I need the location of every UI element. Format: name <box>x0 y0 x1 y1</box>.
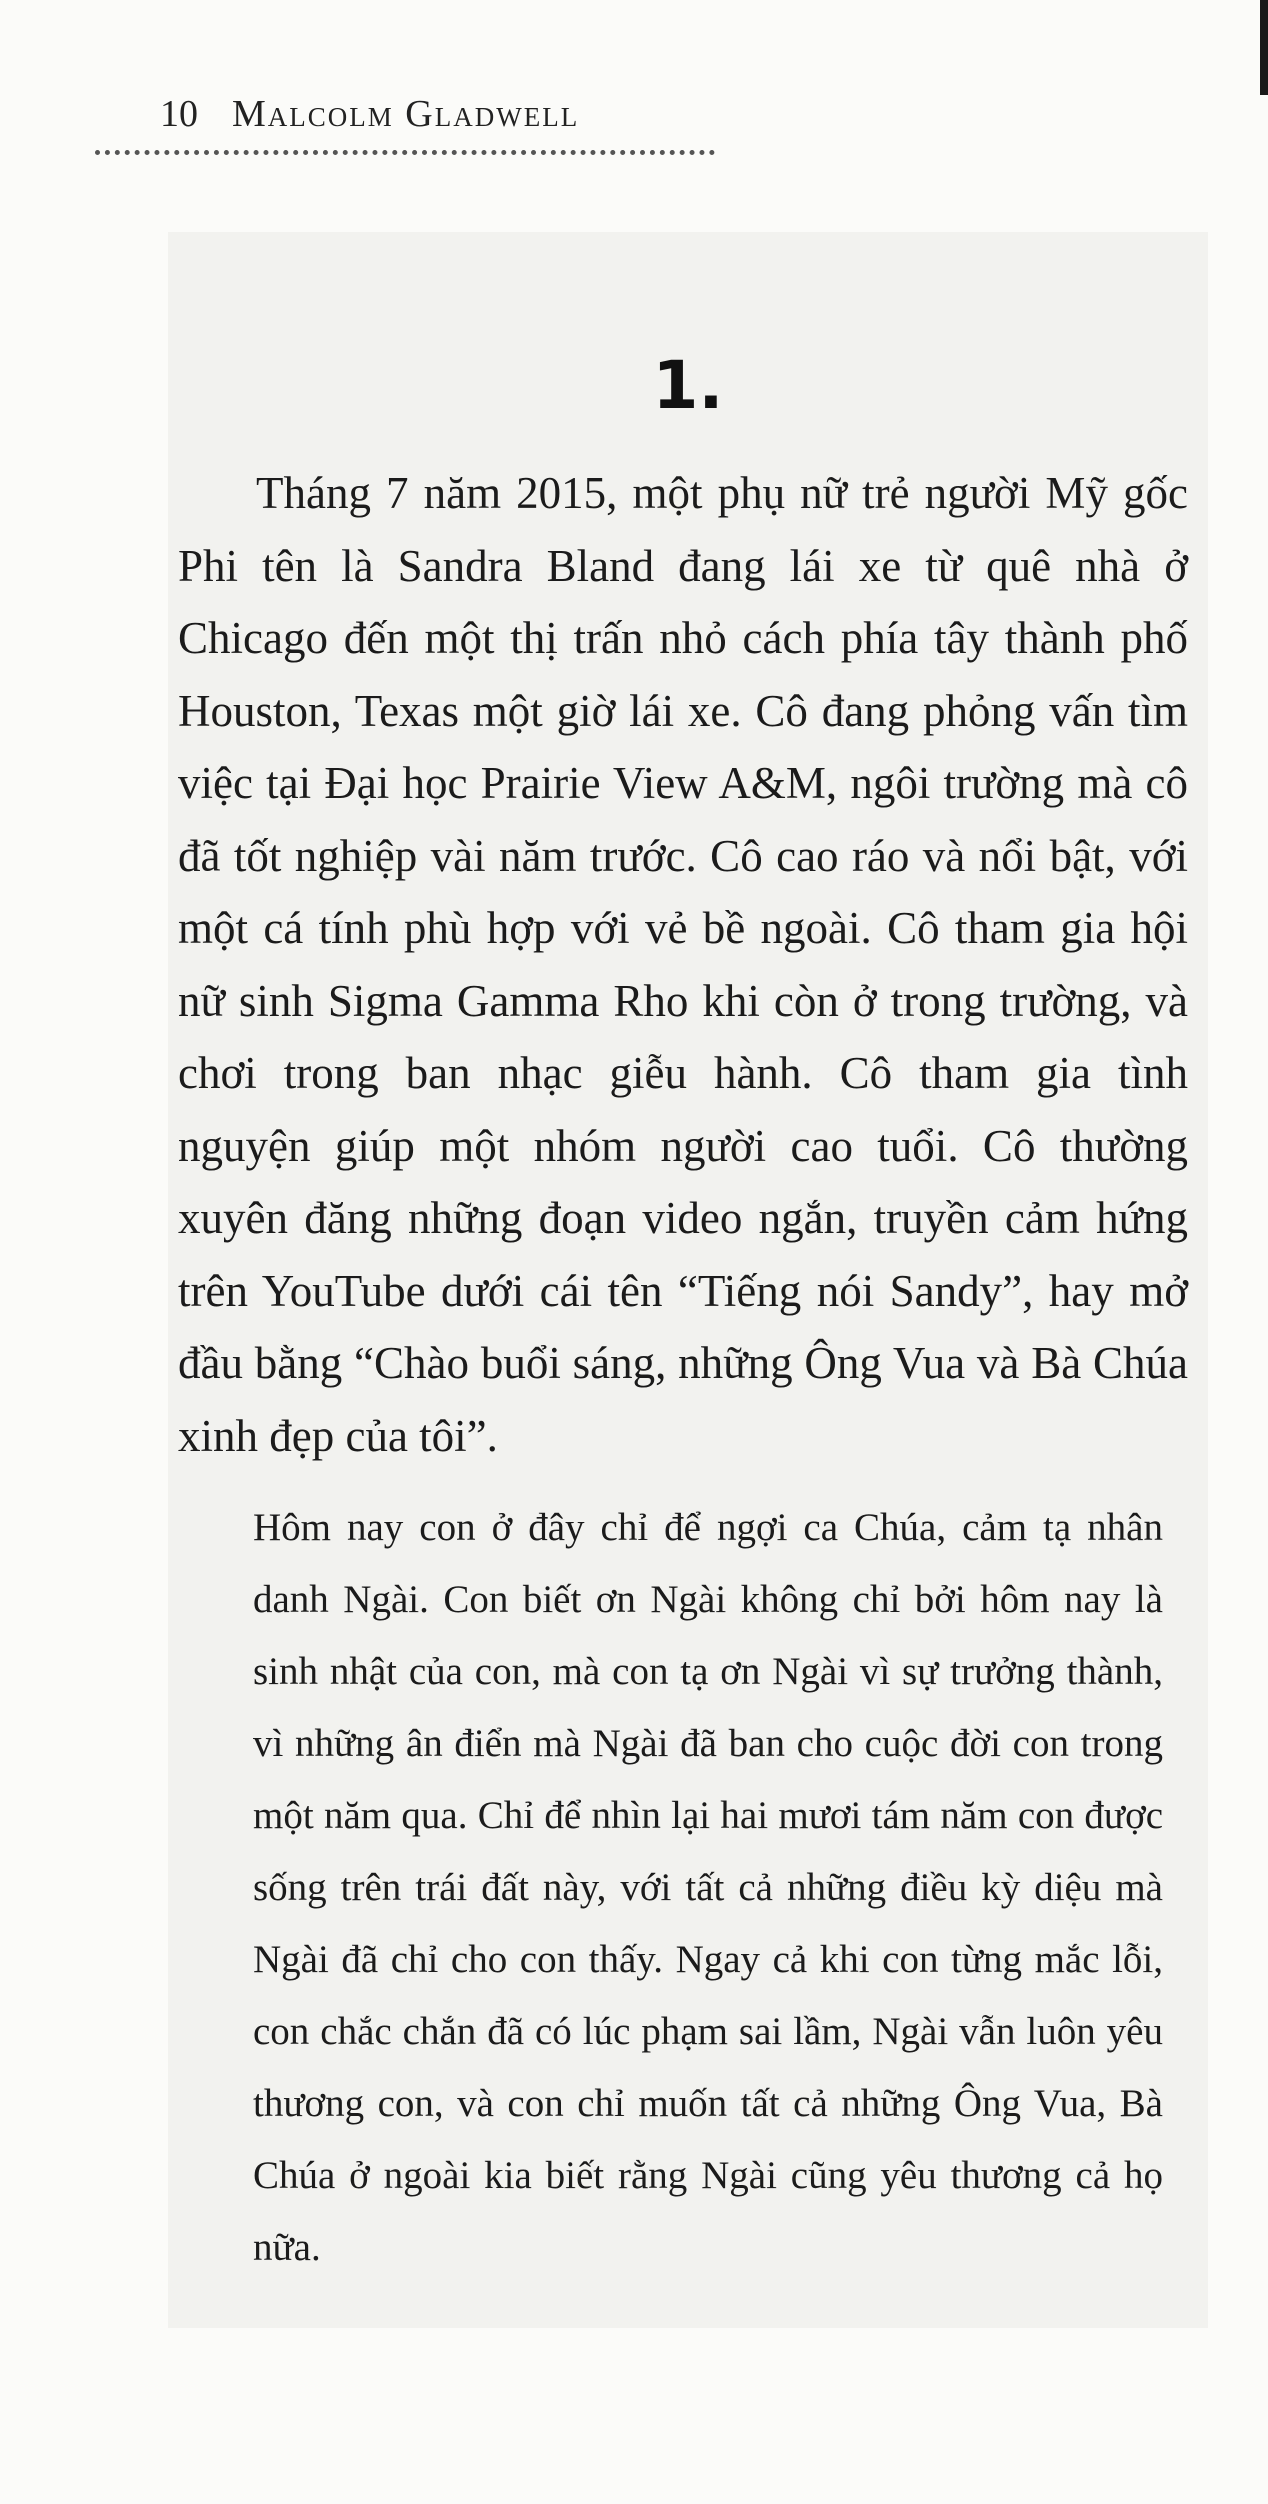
block-quote: Hôm nay con ở đây chỉ để ngợi ca Chúa, cảm tạ nhân danh Ngài. Con biết ơn Ngài không chỉ bởi hôm nay là sinh nhật của con, mà con tạ ơn Ngài vì sự trưởng thành, vì những ân điển mà Ngài đã ban cho cuộc đời con trong một năm qua. Chỉ để nhìn lại hai mươi tám năm con được sống trên trái đất này, với tất cả những điều kỳ diệu mà Ngài đã chỉ cho con thấy. Ngay cả khi con từng mắc lỗi, con chắc chắn đã có lúc phạm sai lầm, Ngài vẫn luôn yêu thương con, và con chỉ muốn tất cả những Ông Vua, Bà Chúa ở ngoài kia biết rằng Ngài cũng yêu thương cả họ nữa. <box>253 1506 1163 2269</box>
section-number: 1. <box>652 347 724 424</box>
page-edge <box>1260 0 1268 95</box>
body-paragraph: Tháng 7 năm 2015, một phụ nữ trẻ người Mỹ gốc Phi tên là Sandra Bland đang lái xe từ quê nhà ở Chicago đến một thị trấn nhỏ cách phía tây thành phố Houston, Texas một giờ lái xe. Cô đang phỏng vấn tìm việc tại Đại học Prairie View A&M, ngôi trường mà cô đã tốt nghiệp vài năm trước. Cô cao ráo và nổi bật, với một cá tính phù hợp với vẻ bề ngoài. Cô tham gia hội nữ sinh Sigma Gamma Rho khi còn ở trong trường, và chơi trong ban nhạc giễu hành. Cô tham gia tình nguyện giúp một nhóm người cao tuổi. Cô thường xuyên đăng những đoạn video ngắn, truyền cảm hứng trên YouTube dưới cái tên “Tiếng nói Sandy”, hay mở đầu bằng “Chào buổi sáng, những Ông Vua và Bà Chúa xinh đẹp của tôi”. <box>178 468 1188 1461</box>
running-header <box>160 92 579 136</box>
text-block <box>168 232 1208 2328</box>
header-dotted-rule <box>95 150 715 155</box>
running-header-author: Malcolm Gladwell <box>232 93 580 135</box>
page-number: 10 <box>160 93 198 135</box>
